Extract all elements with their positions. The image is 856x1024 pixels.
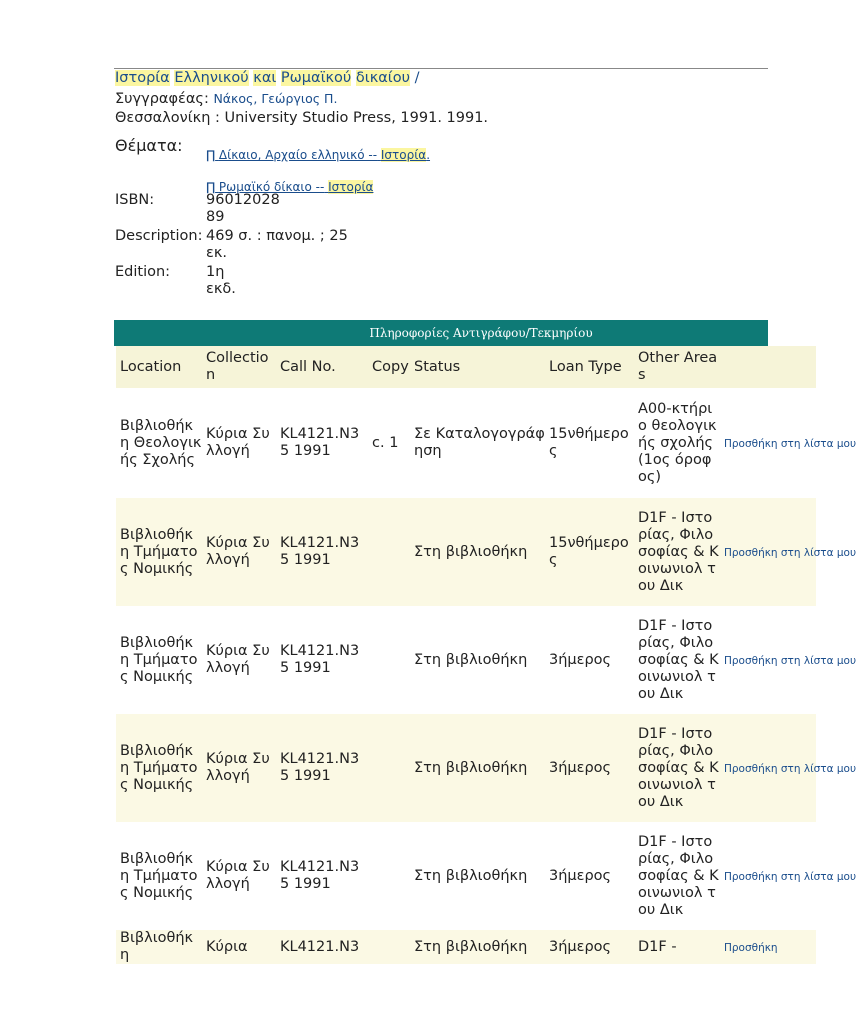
loan-type-cell: 3ήμερος (549, 759, 612, 776)
publication-info: Θεσσαλονίκη : University Studio Press, 1991. 1991. (115, 110, 489, 126)
copy-cell (368, 606, 410, 714)
copy-cell (368, 822, 410, 930)
copy-cell (368, 498, 410, 606)
add-to-list-link[interactable]: Προσθήκη στη λίστα μου (724, 437, 856, 450)
other-areas-cell: D1F - Ιστορίας, Φιλοσοφίας & Κοινωνιολ του Δικ (638, 617, 719, 702)
add-to-list-link[interactable]: Προσθήκη στη λίστα μου (724, 546, 856, 559)
collection-cell: Κύρια Συλλογή (206, 643, 270, 676)
add-to-list-link[interactable]: Προσθήκη στη λίστα μου (724, 654, 856, 667)
status-cell: Στη βιβλιοθήκη (414, 867, 528, 884)
collection-cell: Κύρια Συλλογή (206, 426, 270, 459)
bibliographic-record (115, 70, 768, 132)
description-label: Description: (115, 228, 203, 244)
loan-type-cell: 3ήμερος (549, 938, 612, 955)
loan-type-cell: 3ήμερος (549, 651, 612, 668)
collection-cell: Κύρια Συλλογή (206, 751, 270, 784)
add-to-list-link[interactable]: Προσθήκη στη λίστα μου (724, 870, 856, 883)
call-no-cell: KL4121.N35 1991 (280, 643, 360, 676)
call-no-cell: KL4121.N35 1991 (280, 751, 360, 784)
loan-type-cell: 3ήμερος (549, 867, 612, 884)
copy-cell (368, 930, 410, 964)
other-areas-cell: A00-κτήριο θεολογικής σχολής (1ος όροφος) (638, 400, 717, 485)
subjects-field (115, 134, 768, 196)
copies-header-row (116, 346, 816, 388)
title-word: δικαίου (355, 70, 410, 86)
table-row (116, 498, 816, 606)
action-cell (720, 930, 816, 964)
status-cell: Στη βιβλιοθήκη (414, 543, 528, 560)
action-cell (720, 606, 856, 714)
add-to-list-link[interactable]: Προσθήκη στη λίστα μου (724, 762, 856, 775)
status-cell: Στη βιβλιοθήκη (414, 938, 528, 955)
add-to-list-link[interactable]: Προσθήκη (724, 941, 778, 954)
subject-link-2[interactable]: ∏ Ρωμαϊκό δίκαιο -- Ιστορία (206, 180, 374, 194)
location-cell: Βιβλιοθήκη Τμήματος Νομικής (120, 634, 198, 685)
other-areas-cell: D1F - Ιστορίας, Φιλοσοφίας & Κοινωνιολ του Δικ (638, 509, 719, 594)
other-areas-cell: D1F - Ιστορίας, Φιλοσοφίας & Κοινωνιολ του Δικ (638, 833, 719, 918)
location-cell: Βιβλιοθήκη (120, 930, 194, 963)
other-areas-cell: D1F - Ιστορίας, Φιλοσοφίας & Κοινωνιολ του Δικ (638, 725, 719, 810)
call-no-cell: KL4121.N35 1991 (280, 859, 360, 892)
edition-field (115, 264, 768, 300)
author-label: Συγγραφέας: (115, 91, 209, 107)
title-word: Ρωμαϊκού (280, 70, 352, 86)
table-row (116, 606, 816, 714)
record-title (115, 70, 768, 90)
edition-value: 1η εκδ. (206, 264, 236, 297)
column-header-collection: Collection (206, 350, 269, 383)
subject-link-1[interactable]: ∏ Δίκαιο, Αρχαίο ελληνικό -- Ιστορία. (206, 148, 431, 162)
collection-cell: Κύρια Συλλογή (206, 859, 270, 892)
column-header-call-no: Call No. (280, 358, 336, 375)
action-cell (720, 498, 856, 606)
call-no-cell: KL4121.N3 (280, 938, 360, 955)
action-cell (720, 388, 856, 498)
location-cell: Βιβλιοθήκη Θεολογικής Σχολής (120, 417, 202, 468)
other-areas-cell: D1F - (638, 938, 677, 955)
loan-type-cell: 15νθήμερος (549, 426, 629, 459)
table-row (116, 388, 816, 498)
action-cell (720, 714, 856, 822)
collection-cell: Κύρια (206, 938, 248, 955)
isbn-label: ISBN: (115, 192, 155, 208)
isbn-field (115, 192, 768, 228)
table-row (116, 930, 816, 964)
copy-cell (368, 714, 410, 822)
subjects-label: Θέματα: (115, 136, 183, 155)
top-divider (114, 68, 768, 69)
call-no-cell: KL4121.N35 1991 (280, 426, 360, 459)
author-link[interactable]: Νάκος, Γεώργιος Π. (213, 91, 338, 106)
column-header-action (720, 346, 816, 388)
subject-marker-icon: ∏ (206, 148, 216, 162)
description-value: 469 σ. : πανομ. ; 25 εκ. (206, 228, 348, 261)
column-header-copy: Copy (372, 358, 409, 375)
column-header-other-areas: Other Areas (638, 350, 718, 383)
isbn-value: 9601202889 (206, 192, 280, 225)
title-word: Ελληνικού (174, 70, 249, 86)
title-link[interactable] (115, 70, 419, 86)
title-word: Ιστορία (115, 70, 170, 86)
status-cell: Στη βιβλιοθήκη (414, 651, 528, 668)
location-cell: Βιβλιοθήκη Τμήματος Νομικής (120, 742, 198, 793)
column-header-location: Location (120, 358, 182, 375)
title-word: και (253, 70, 277, 86)
subject-entry (206, 144, 430, 163)
edition-label: Edition: (115, 264, 171, 280)
subject-marker-icon: ∏ (206, 180, 216, 194)
title-suffix: / (414, 70, 420, 86)
status-cell: Σε Καταλογογράφηση (414, 426, 545, 459)
action-cell (720, 822, 856, 930)
column-header-status: Status (414, 358, 461, 375)
copies-section-header: Πληροφορίες Αντιγράφου/Τεκμηρίου (114, 320, 768, 346)
table-row (116, 714, 816, 822)
location-cell: Βιβλιοθήκη Τμήματος Νομικής (120, 850, 198, 901)
table-row (116, 822, 816, 930)
location-cell: Βιβλιοθήκη Τμήματος Νομικής (120, 526, 198, 577)
call-no-cell: KL4121.N35 1991 (280, 535, 360, 568)
loan-type-cell: 15νθήμερος (549, 535, 629, 568)
column-header-loan-type: Loan Type (549, 358, 622, 375)
collection-cell: Κύρια Συλλογή (206, 535, 270, 568)
copies-table (116, 346, 856, 964)
author-row (115, 90, 768, 110)
description-field (115, 228, 768, 264)
status-cell: Στη βιβλιοθήκη (414, 759, 528, 776)
copy-cell: c. 1 (372, 434, 399, 451)
